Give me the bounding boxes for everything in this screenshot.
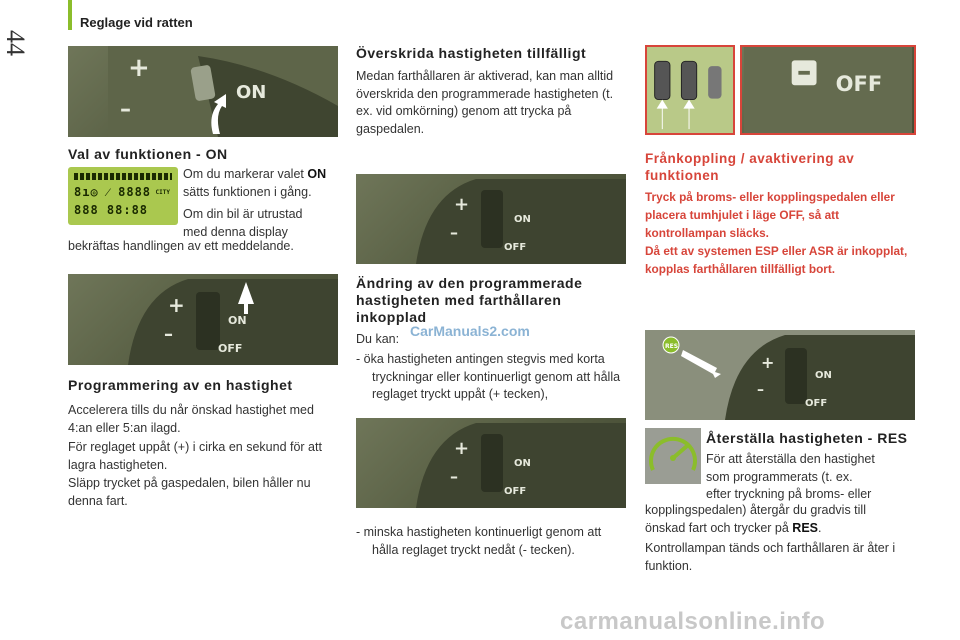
res-line-b: som programmerats (t. ex. — [706, 469, 853, 484]
page-title: Reglage vid ratten — [80, 15, 193, 30]
prog-paragraph-2: För reglaget uppåt (+) i cirka en sekund för att lagra hastigheten. — [68, 440, 322, 472]
override-paragraph: Medan farthållaren är aktiverad, kan man alltid överskrida den programmerade hastigheten (t. ex. vid omkörning) genom att trycka på gaspedalen. — [356, 69, 614, 136]
header-accent-bar — [68, 0, 72, 30]
lever-3-off-label: OFF — [504, 486, 527, 497]
lever-up-photo — [68, 274, 338, 365]
on-p2-line1: Om din bil är utrustad — [183, 207, 303, 221]
res-line-c: efter tryckning på broms- eller — [706, 487, 872, 501]
pedal-icon — [647, 47, 733, 133]
on-paragraph-2a — [183, 206, 343, 241]
prog-paragraph-3: Släpp trycket på gaspedalen, bilen håller nu denna fart. — [68, 476, 311, 508]
display-segment-row — [74, 173, 172, 180]
on-paragraph-1 — [183, 166, 343, 201]
change-item-1: - öka hastigheten antingen stegvis med korta tryckningar eller kontinuerligt genom att hålla reglaget tryckt uppåt (+ tecken), — [356, 352, 621, 401]
cruise-control-icon — [645, 428, 701, 484]
lever-up-plus-label: + — [168, 293, 185, 317]
res-bold: RES — [792, 520, 818, 535]
lever-res-illustration — [645, 330, 915, 420]
lever-res-off-label: OFF — [805, 398, 828, 409]
lever-illustration-2 — [356, 174, 626, 264]
lever-on-illustration — [68, 46, 338, 137]
lever-off-photo — [740, 45, 916, 135]
res-heading: Återställa hastigheten - RES — [706, 430, 908, 446]
lever-illustration-3 — [356, 418, 626, 508]
lever-off-illustration — [742, 47, 914, 133]
lever-3-plus-label: + — [454, 438, 470, 459]
change-heading: Ändring av den programmerade hastigheten med farthållaren inkopplad — [356, 275, 583, 325]
lever-plus-label: + — [128, 53, 150, 83]
res-paragraph-1b — [645, 502, 920, 537]
override-heading: Överskrida hastigheten tillfälligt — [356, 45, 587, 61]
lever-3-on-label: ON — [514, 458, 531, 469]
lever-2-plus-label: + — [454, 194, 470, 215]
on-paragraph-2b: bekräftas handlingen av ett meddelande. — [68, 239, 294, 253]
lever-off-label: OFF — [835, 70, 883, 96]
res-line-a: För att återställa den hastighet — [706, 452, 875, 466]
lever-res-plus-label: + — [761, 353, 775, 372]
page-number: 44 — [1, 30, 30, 56]
lever-photo-2 — [356, 174, 626, 264]
on-p1-bold: ON — [307, 167, 327, 181]
lever-res-minus-label: – — [757, 382, 764, 398]
display-row-3: 888 88:88 — [74, 203, 149, 217]
lever-up-on-label: ON — [228, 314, 247, 327]
change-intro: Du kan: — [356, 332, 400, 346]
cruise-control-indicator — [645, 428, 701, 484]
change-item-2: - minska hastigheten kontinuerligt genom att hålla reglaget tryckt nedåt (- tecken). — [356, 525, 602, 557]
pedals-photo — [645, 45, 735, 135]
lever-on-photo — [68, 46, 338, 137]
res-line-e: önskad fart och trycker på — [645, 520, 793, 535]
lever-res-photo — [645, 330, 915, 420]
lever-res-on-label: ON — [815, 370, 832, 381]
lever-photo-3 — [356, 418, 626, 508]
prog-paragraph-1: Accelerera tills du når önskad hastighet med 4:an eller 5:an ilagd. — [68, 403, 314, 435]
display-city-label: CITY — [155, 189, 170, 196]
multifunction-display — [68, 167, 178, 225]
off-paragraph-1: Tryck på broms- eller kopplingspedalen eller placera tumhjulet i läge OFF, så att kontrollampan släcks. — [645, 190, 895, 240]
prog-heading: Programmering av en hastighet — [68, 377, 293, 393]
on-p1-text: Om du markerar valet — [183, 167, 308, 181]
lever-2-off-label: OFF — [504, 242, 527, 253]
on-heading: Val av funktionen - ON — [68, 146, 228, 162]
off-paragraph-2: Då ett av systemen ESP eller ASR är inkopplat, kopplas farthållaren tillfälligt bort. — [645, 244, 908, 276]
lever-up-minus-label: – — [164, 324, 173, 345]
off-heading: Frånkoppling / avaktivering av funktionen — [645, 151, 855, 183]
lever-up-illustration — [68, 274, 338, 365]
res-paragraph-2: Kontrollampan tänds och farthållaren är åter i funktion. — [645, 541, 896, 573]
res-line-d: kopplingspedalen) återgår du gradvis till — [645, 503, 866, 517]
lever-up-off-label: OFF — [218, 342, 243, 355]
display-row-2: 8ı◎ ⁄ 8888 — [74, 185, 152, 199]
footer-watermark: carmanualsonline.info — [560, 608, 826, 635]
lever-on-label: ON — [236, 82, 267, 103]
res-line-end: . — [818, 520, 822, 535]
lever-3-minus-label: – — [450, 467, 458, 486]
lever-2-on-label: ON — [514, 214, 531, 225]
inline-watermark: CarManuals2.com — [410, 323, 530, 339]
lever-minus-label: – — [120, 97, 131, 122]
lever-2-minus-label: – — [450, 223, 458, 242]
on-p2-line2: med denna display — [183, 224, 288, 239]
on-p1-text-2: sätts funktionen i gång. — [183, 184, 312, 199]
res-paragraph-1a — [706, 451, 921, 504]
res-badge-label: RES — [665, 343, 679, 350]
